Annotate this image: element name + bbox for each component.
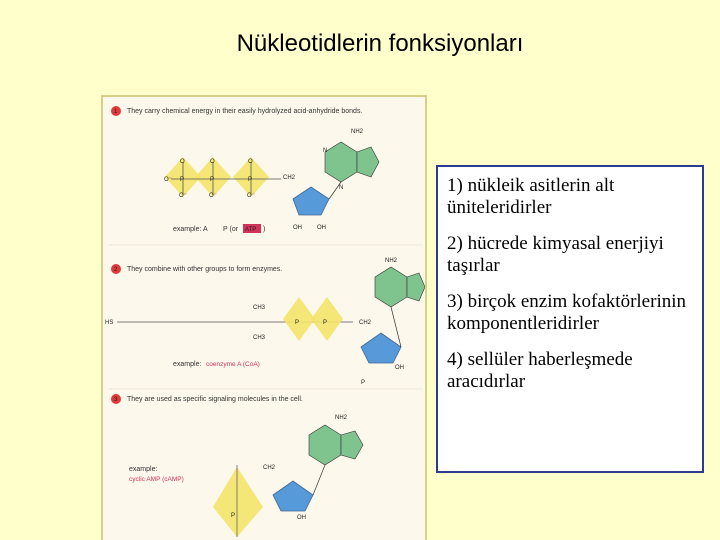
p1-oh-2: OH [317, 225, 326, 231]
panel3-caption: They are used as specific signaling molecules in the cell. [127, 396, 303, 403]
function-item-2: 2) hücrede kimyasal enerjiyi taşırlar [447, 233, 664, 276]
p2-ribose-sugar [361, 307, 401, 363]
p3-example-name: cyclic AMP (cAMP) [129, 476, 184, 483]
p2-ch3-1: CH3 [253, 305, 266, 311]
atp-badge: ATP [245, 227, 257, 233]
p1-example-prefix: example: A [173, 226, 208, 233]
p1-o-label-2: O [210, 159, 215, 165]
p1-oh-1: OH [293, 225, 302, 231]
p3-p: P [231, 513, 236, 519]
panel2-number: 2 [114, 267, 118, 273]
p1-ominus-2: O⁻ [209, 193, 217, 199]
p1-p-label-1: P [180, 177, 185, 183]
cyclic-phosphate [213, 465, 263, 537]
p1-ch2: CH2 [283, 175, 296, 181]
functions-list-box [436, 165, 704, 473]
p1-ominus-3: O⁻ [247, 193, 255, 199]
p2-ch3-2: CH3 [253, 335, 266, 341]
p2-adenine-base [375, 267, 425, 307]
p2-p-3: P [361, 380, 366, 386]
p2-example-prefix: example: [173, 361, 202, 368]
panel1-caption: They carry chemical energy in their easily hydrolyzed acid-anhydride bonds. [127, 108, 363, 115]
p1-p-label-3: P [248, 177, 253, 183]
slide-title: Nükleotidlerin fonksiyonları [236, 30, 524, 57]
p1-p-label-2: P [210, 177, 215, 183]
p1-o-label-3: O [248, 159, 253, 165]
coa-phosphates [283, 297, 343, 341]
p1-n-1: N [323, 148, 328, 154]
figure-svg [103, 97, 427, 540]
function-item-1: 1) nükleik asitlerin alt üniteleridirler [447, 175, 615, 218]
p1-n-2: N [339, 185, 344, 191]
p1-example-mid: P (or [223, 226, 239, 233]
p1-ribose-sugar [293, 182, 344, 215]
p2-nh2: NH2 [385, 258, 398, 264]
panel3-number: 3 [114, 397, 118, 403]
p2-p-2: P [323, 320, 328, 326]
p2-p-1: P [295, 320, 300, 326]
p3-ribose-sugar [273, 465, 325, 511]
p3-nh2: NH2 [335, 415, 348, 421]
p2-hs: HS [105, 320, 114, 326]
function-item-4: 4) sellüler haberleşmede aracıdırlar [447, 349, 633, 392]
p3-adenine-base [309, 425, 363, 465]
panel1-number: 1 [114, 109, 118, 115]
p1-adenine-base [325, 142, 379, 182]
p1-ominus-left: O⁻ [164, 177, 172, 183]
p2-ch2: CH2 [359, 320, 372, 326]
p1-nh2: NH2 [351, 129, 364, 135]
function-item-3: 3) birçok enzim kofaktörlerinin komponentleridirler [447, 291, 687, 334]
p2-oh: OH [395, 365, 404, 371]
nucleotide-functions-figure [101, 95, 427, 540]
p3-ch2: CH2 [263, 465, 276, 471]
p3-example-prefix: example: [129, 466, 158, 473]
p1-o-label-1: O [180, 159, 185, 165]
p3-oh: OH [297, 515, 306, 521]
p1-ominus-1: O⁻ [179, 193, 187, 199]
p2-example-name: coenzyme A (CoA) [206, 361, 260, 368]
panel2-caption: They combine with other groups to form enzymes. [127, 266, 283, 273]
p1-example-suffix: ) [263, 226, 266, 233]
